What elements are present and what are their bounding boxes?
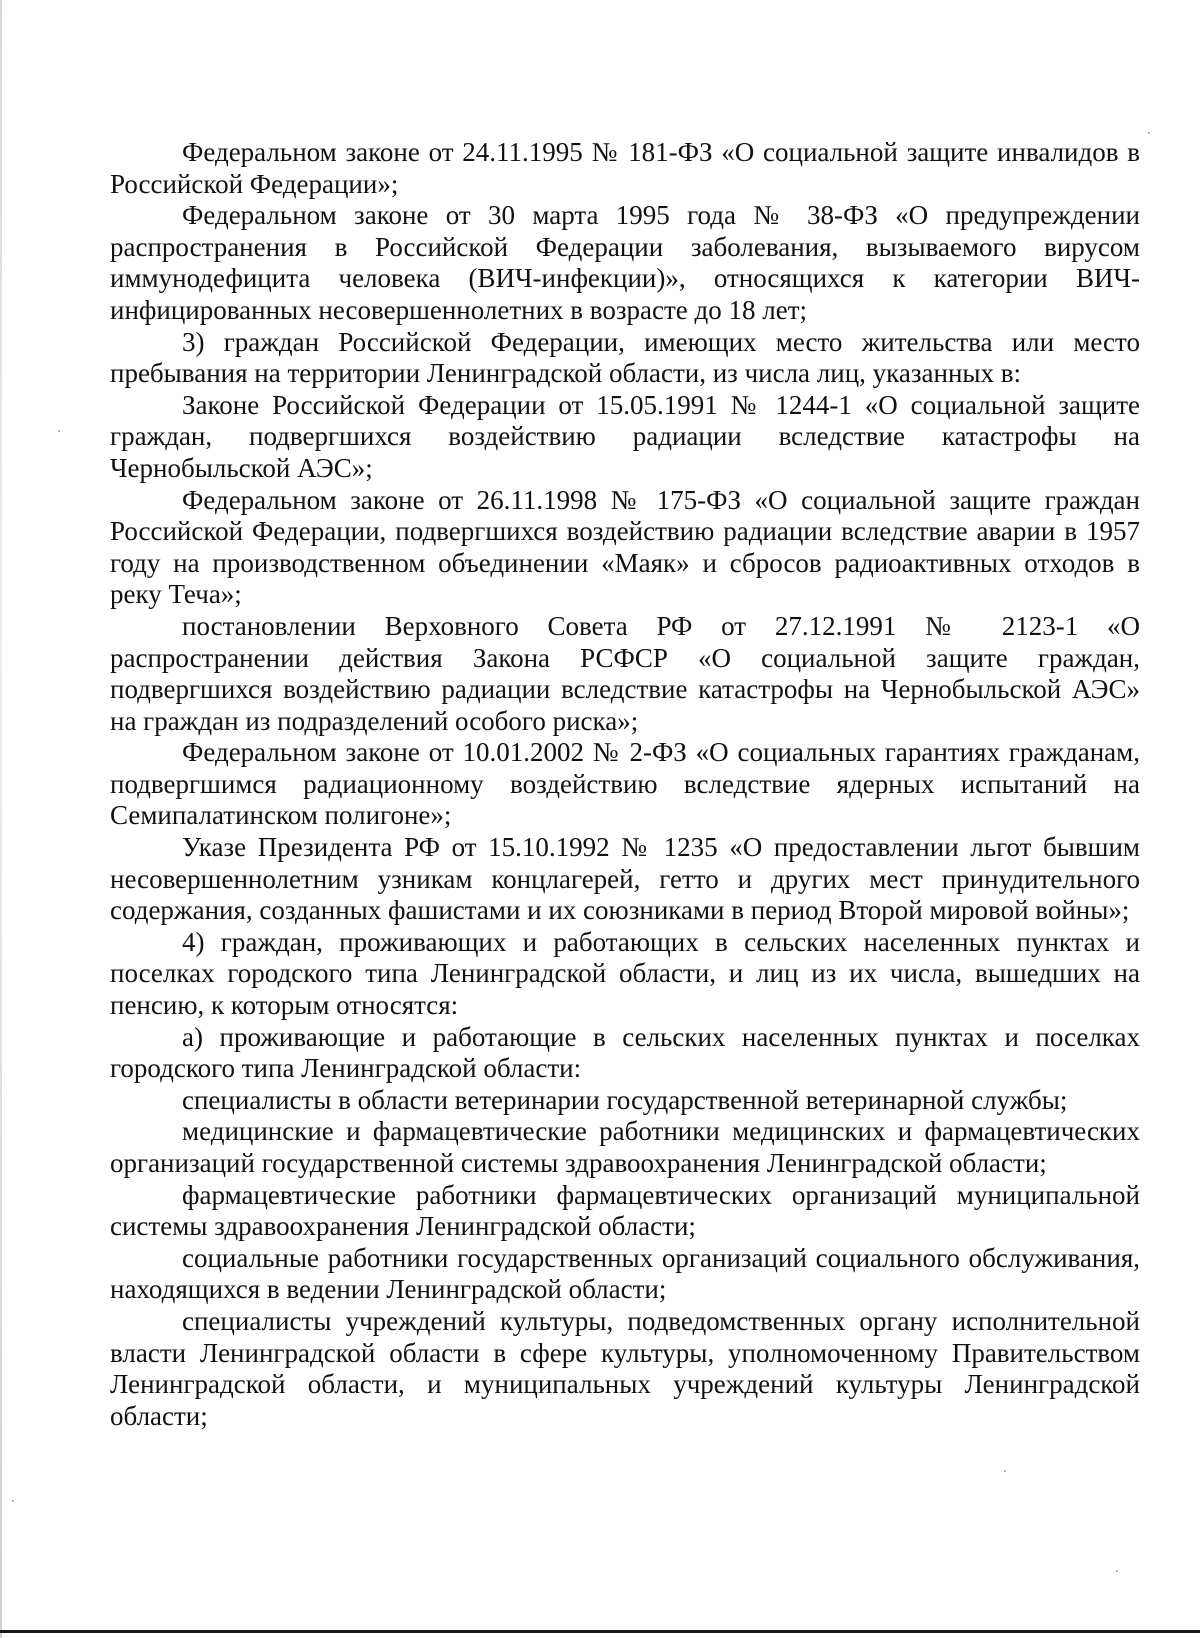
paragraph-medical-workers: медицинские и фармацевтические работники медицинских и фармацевтических организаций государственной системы здравоохранения Ленинградской области; (110, 1116, 1140, 1178)
scan-speck (58, 430, 60, 432)
paragraph-decree-1235: Указе Президента РФ от 15.10.1992 № 1235 «О предоставлении льгот бывшим несовершеннолетним узникам концлагерей, гетто и других мест принудительного содержания, созданных фашистами и их союзниками в период Второй мировой войны»; (110, 832, 1140, 926)
paragraph-law-2-fz: Федеральном законе от 10.01.2002 № 2-ФЗ «О социальных гарантиях гражданам, подвергшимся радиационному воздействию вследствие ядерных испытаний на Семипалатинском полигоне»; (110, 737, 1140, 831)
paragraph-resolution-2123-1: постановлении Верховного Совета РФ от 27.12.1991 № 2123-1 «О распространении действия Закона РСФСР «О социальной защите граждан, подвергшихся воздействию радиации вследствие катастрофы на Чернобыльской АЭС» на граждан из подразделений особого риска»; (110, 610, 1140, 736)
scan-speck (1004, 1470, 1006, 1472)
scan-speck (1116, 1570, 1118, 1572)
document-body (110, 137, 1140, 1432)
paragraph-culture-specialists: специалисты учреждений культуры, подведомственных органу исполнительной власти Ленинградской области в сфере культуры, уполномоченному Правительством Ленинградской области, и муниципальных учреждений культуры Ленинградской области; (110, 1305, 1140, 1431)
paragraph-item-4: 4) граждан, проживающих и работающих в сельских населенных пунктах и поселках городского типа Ленинградской области, и лиц из их числа, вышедших на пенсию, к которым относятся: (110, 926, 1140, 1021)
paragraph-subitem-a: а) проживающие и работающие в сельских населенных пунктах и поселках городского типа Ленинградской области: (110, 1021, 1140, 1084)
paragraph-social-workers: социальные работники государственных организаций социального обслуживания, находящихся в ведении Ленинградской области; (110, 1242, 1140, 1305)
scan-bottom-edge (0, 1630, 1200, 1633)
scan-left-edge (0, 0, 2, 1638)
scan-speck (1148, 132, 1150, 134)
paragraph-law-175-fz: Федеральном законе от 26.11.1998 № 175-ФЗ «О социальной защите граждан Российской Федерации, подвергшихся воздействию радиации вследствие аварии в 1957 году на производственном объединении «Маяк» и сбросов радиоактивных отходов в реку Теча»; (110, 484, 1140, 610)
paragraph-law-38-fz: Федеральном законе от 30 марта 1995 года № 38-ФЗ «О предупреждении распространения в Российской Федерации заболевания, вызываемого вирусом иммунодефицита человека (ВИЧ-инфекции)», относящихся к категории ВИЧ-инфицированных несовершеннолетних в возрасте до 18 лет; (110, 200, 1140, 325)
paragraph-law-1244-1: Законе Российской Федерации от 15.05.1991 № 1244-1 «О социальной защите граждан, подвергшихся воздействию радиации вследствие катастрофы на Чернобыльской АЭС»; (110, 389, 1140, 483)
paragraph-pharmaceutical-workers: фармацевтические работники фармацевтических организаций муниципальной системы здравоохранения Ленинградской области; (110, 1179, 1140, 1242)
paragraph-item-3: 3) граждан Российской Федерации, имеющих место жительства или место пребывания на территории Ленинградской области, из числа лиц, указанных в: (110, 326, 1140, 389)
paragraph-law-181-fz: Федеральном законе от 24.11.1995 № 181-ФЗ «О социальной защите инвалидов в Российской Федерации»; (110, 137, 1140, 199)
paragraph-veterinary-specialists: специалисты в области ветеринарии государственной ветеринарной службы; (182, 1084, 1068, 1115)
scan-speck (12, 1500, 14, 1502)
